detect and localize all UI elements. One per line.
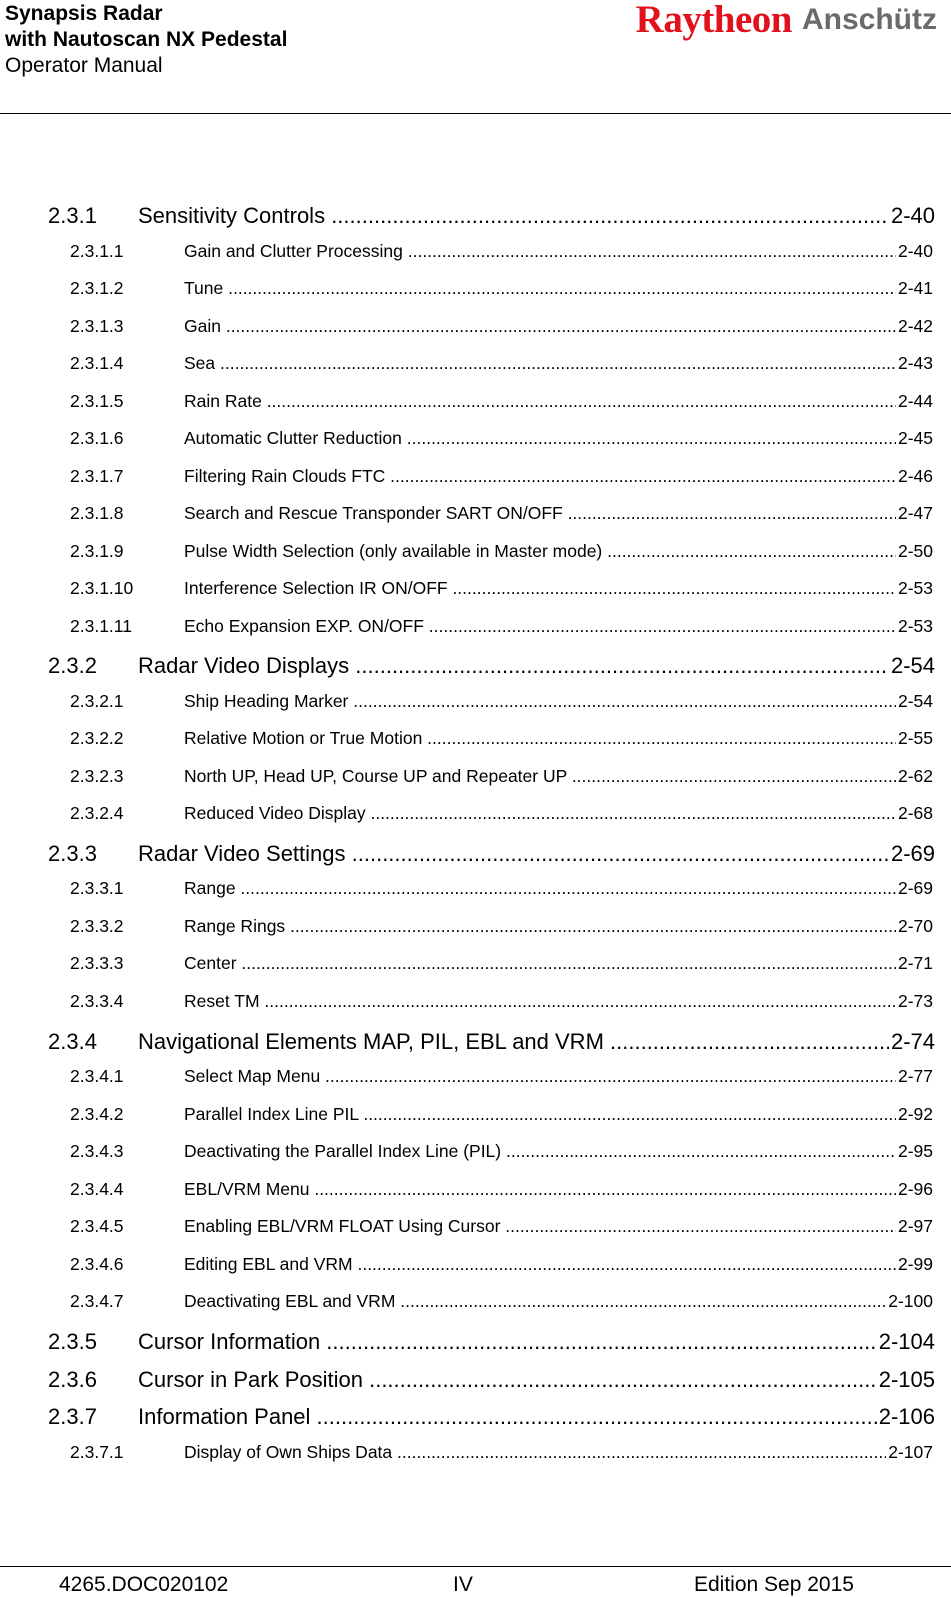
toc-entry-page: 2-105 <box>878 1367 935 1392</box>
toc-entry-number: 2.3.1.4 <box>70 353 124 373</box>
toc-entry-number: 2.3.4.2 <box>70 1104 124 1124</box>
toc-entry-title-text: Sea <box>184 353 216 373</box>
toc-subsection-entry[interactable] <box>70 766 933 787</box>
toc-entry-number: 2.3.4.3 <box>70 1141 124 1161</box>
toc-subsection-entry[interactable] <box>70 1216 933 1237</box>
toc-subsection-entry[interactable] <box>70 728 933 749</box>
toc-subsection-entry[interactable] <box>70 691 933 712</box>
toc-entry-page: 2-69 <box>897 878 933 898</box>
toc-entry-title-text: North UP, Head UP, Course UP and Repeater UP <box>184 766 567 786</box>
toc-entry-title-text: Rain Rate <box>184 391 262 411</box>
toc-subsection-entry[interactable] <box>70 241 933 262</box>
toc-entry-title-text: Automatic Clutter Reduction <box>184 428 402 448</box>
toc-entry-page: 2-54 <box>890 653 935 678</box>
toc-entry-page: 2-53 <box>897 616 933 636</box>
toc-entry-number: 2.3.5 <box>48 1329 97 1354</box>
toc-entry-title <box>184 1442 886 1463</box>
toc-entry-number: 2.3.7.1 <box>70 1442 124 1462</box>
toc-entry-number: 2.3.3.2 <box>70 916 124 936</box>
toc-entry-title <box>184 878 896 899</box>
toc-entry-page: 2-45 <box>897 428 933 448</box>
toc-entry-page: 2-69 <box>890 841 935 866</box>
toc-entry-title-text: Radar Video Settings <box>138 841 346 866</box>
toc-entry-title-text: Parallel Index Line PIL <box>184 1104 359 1124</box>
toc-entry-title <box>184 728 896 749</box>
document-title: Synapsis Radar <box>5 2 163 25</box>
toc-entry-title <box>138 841 889 867</box>
toc-section-entry[interactable] <box>48 841 935 867</box>
toc-entry-title <box>184 578 896 599</box>
toc-entry-number: 2.3.1.9 <box>70 541 124 561</box>
toc-subsection-entry[interactable] <box>70 1104 933 1125</box>
toc-entry-page: 2-40 <box>890 203 935 228</box>
toc-entry-number: 2.3.1.1 <box>70 241 124 261</box>
toc-entry-title <box>184 616 896 637</box>
toc-entry-title <box>184 1141 896 1162</box>
toc-entry-page: 2-73 <box>897 991 933 1011</box>
toc-subsection-entry[interactable] <box>70 1291 933 1312</box>
toc-section-entry[interactable] <box>48 1404 935 1430</box>
toc-entry-title-text: Relative Motion or True Motion <box>184 728 423 748</box>
toc-entry-title <box>184 1291 886 1312</box>
toc-entry-title <box>184 991 896 1012</box>
toc-subsection-entry[interactable] <box>70 1066 933 1087</box>
toc-subsection-entry[interactable] <box>70 316 933 337</box>
toc-entry-page: 2-106 <box>878 1404 935 1429</box>
toc-entry-number: 2.3.1.10 <box>70 578 134 598</box>
toc-entry-number: 2.3.1.6 <box>70 428 124 448</box>
toc-entry-title-text: Radar Video Displays <box>138 653 350 678</box>
toc-section-entry[interactable] <box>48 653 935 679</box>
toc-entry-title <box>184 1066 896 1087</box>
toc-entry-title <box>184 353 896 374</box>
toc-entry-title <box>184 541 896 562</box>
toc-subsection-entry[interactable] <box>70 391 933 412</box>
toc-entry-title <box>184 953 896 974</box>
toc-entry-title <box>184 466 896 487</box>
toc-subsection-entry[interactable] <box>70 991 933 1012</box>
toc-entry-title <box>184 916 896 937</box>
toc-entry-number: 2.3.4.5 <box>70 1216 124 1236</box>
toc-entry-title <box>184 1254 896 1275</box>
toc-subsection-entry[interactable] <box>70 1141 933 1162</box>
toc-entry-number: 2.3.3.1 <box>70 878 124 898</box>
toc-entry-title <box>138 1404 877 1430</box>
toc-entry-title <box>184 241 896 262</box>
toc-section-entry[interactable] <box>48 203 935 229</box>
toc-entry-number: 2.3.4.7 <box>70 1291 124 1311</box>
toc-subsection-entry[interactable] <box>70 916 933 937</box>
toc-entry-page: 2-50 <box>897 541 933 561</box>
toc-entry-title-text: EBL/VRM Menu <box>184 1179 310 1199</box>
toc-entry-page: 2-46 <box>897 466 933 486</box>
toc-entry-page: 2-104 <box>878 1329 935 1354</box>
toc-subsection-entry[interactable] <box>70 1254 933 1275</box>
toc-entry-page: 2-70 <box>897 916 933 936</box>
toc-entry-page: 2-54 <box>897 691 933 711</box>
toc-entry-number: 2.3.2 <box>48 653 97 678</box>
toc-entry-title-text: Editing EBL and VRM <box>184 1254 353 1274</box>
toc-entry-title <box>184 391 896 412</box>
toc-entry-page: 2-96 <box>897 1179 933 1199</box>
toc-entry-page: 2-62 <box>897 766 933 786</box>
header-divider <box>0 113 951 114</box>
toc-entry-number: 2.3.2.1 <box>70 691 124 711</box>
toc-entry-title <box>138 1029 889 1055</box>
toc-subsection-entry[interactable] <box>70 803 933 824</box>
toc-subsection-entry[interactable] <box>70 878 933 899</box>
toc-entry-title-text: Range Rings <box>184 916 286 936</box>
toc-entry-title-text: Deactivating EBL and VRM <box>184 1291 396 1311</box>
toc-section-entry[interactable] <box>48 1029 935 1055</box>
toc-entry-title <box>184 278 896 299</box>
toc-entry-number: 2.3.3.3 <box>70 953 124 973</box>
toc-entry-page: 2-95 <box>897 1141 933 1161</box>
toc-entry-number: 2.3.2.4 <box>70 803 124 823</box>
toc-entry-page: 2-107 <box>888 1442 933 1462</box>
toc-subsection-entry[interactable] <box>70 541 933 562</box>
toc-subsection-entry[interactable] <box>70 503 933 524</box>
toc-entry-title-text: Gain <box>184 316 221 336</box>
toc-entry-title <box>184 691 896 712</box>
document-type: Operator Manual <box>5 54 163 77</box>
toc-entry-title-text: Cursor Information <box>138 1329 321 1354</box>
toc-subsection-entry[interactable] <box>70 578 933 599</box>
footer-doc-number: 4265.DOC020102 <box>59 1573 229 1596</box>
toc-entry-title-text: Pulse Width Selection (only available in Master mode) <box>184 541 603 561</box>
toc-entry-title-text: Navigational Elements MAP, PIL, EBL and VRM <box>138 1029 604 1054</box>
toc-entry-title <box>138 203 889 229</box>
toc-entry-title <box>184 1216 896 1237</box>
toc-entry-title <box>184 316 896 337</box>
toc-entry-number: 2.3.4.1 <box>70 1066 124 1086</box>
toc-entry-number: 2.3.2.3 <box>70 766 124 786</box>
document-subtitle: with Nautoscan NX Pedestal <box>5 28 288 51</box>
toc-entry-number: 2.3.4.6 <box>70 1254 124 1274</box>
toc-entry-title-text: Range <box>184 878 236 898</box>
toc-subsection-entry[interactable] <box>70 428 933 449</box>
footer-divider <box>0 1566 951 1567</box>
toc-entry-title-text: Echo Expansion EXP. ON/OFF <box>184 616 424 636</box>
toc-entry-title-text: Filtering Rain Clouds FTC <box>184 466 386 486</box>
toc-entry-page: 2-71 <box>897 953 933 973</box>
toc-subsection-entry[interactable] <box>70 466 933 487</box>
toc-entry-title <box>138 653 889 679</box>
toc-entry-title <box>184 503 896 524</box>
toc-subsection-entry[interactable] <box>70 953 933 974</box>
toc-entry-title <box>138 1329 877 1355</box>
toc-entry-page: 2-40 <box>897 241 933 261</box>
toc-entry-number: 2.3.1.3 <box>70 316 124 336</box>
toc-entry-title <box>184 766 896 787</box>
toc-entry-number: 2.3.1.2 <box>70 278 124 298</box>
toc-entry-number: 2.3.1.7 <box>70 466 124 486</box>
toc-entry-title <box>184 428 896 449</box>
toc-entry-title-text: Display of Own Ships Data <box>184 1442 393 1462</box>
toc-subsection-entry[interactable] <box>70 278 933 299</box>
toc-entry-page: 2-74 <box>890 1029 935 1054</box>
toc-entry-number: 2.3.7 <box>48 1404 97 1429</box>
toc-entry-title-text: Reduced Video Display <box>184 803 366 823</box>
toc-section-entry[interactable] <box>48 1367 935 1393</box>
toc-entry-page: 2-68 <box>897 803 933 823</box>
toc-entry-page: 2-53 <box>897 578 933 598</box>
raytheon-anschuetz-logo <box>636 0 937 40</box>
toc-entry-title-text: Information Panel <box>138 1404 311 1429</box>
toc-entry-page: 2-97 <box>897 1216 933 1236</box>
toc-entry-title-text: Tune <box>184 278 224 298</box>
toc-subsection-entry[interactable] <box>70 616 933 637</box>
logo-brand: Raytheon <box>635 0 792 41</box>
toc-entry-page: 2-55 <box>897 728 933 748</box>
toc-entry-number: 2.3.6 <box>48 1367 97 1392</box>
toc-subsection-entry[interactable] <box>70 353 933 374</box>
toc-entry-number: 2.3.3 <box>48 841 97 866</box>
toc-entry-title-text: Select Map Menu <box>184 1066 321 1086</box>
toc-entry-title <box>184 1104 896 1125</box>
toc-section-entry[interactable] <box>48 1329 935 1355</box>
toc-entry-title <box>184 1179 896 1200</box>
toc-entry-title-text: Search and Rescue Transponder SART ON/OFF <box>184 503 563 523</box>
footer-page-number: IV <box>453 1573 473 1596</box>
toc-entry-page: 2-47 <box>897 503 933 523</box>
footer-edition: Edition Sep 2015 <box>694 1573 854 1596</box>
toc-entry-title-text: Ship Heading Marker <box>184 691 349 711</box>
toc-entry-title-text: Enabling EBL/VRM FLOAT Using Cursor <box>184 1216 501 1236</box>
toc-entry-title-text: Interference Selection IR ON/OFF <box>184 578 448 598</box>
document-title-block <box>5 1 287 79</box>
toc-entry-title-text: Gain and Clutter Processing <box>184 241 403 261</box>
logo-sub: Anschütz <box>802 3 937 36</box>
toc-entry-number: 2.3.3.4 <box>70 991 124 1011</box>
toc-entry-title-text: Center <box>184 953 237 973</box>
toc-entry-title-text: Cursor in Park Position <box>138 1367 363 1392</box>
toc-entry-number: 2.3.2.2 <box>70 728 124 748</box>
toc-entry-number: 2.3.1.5 <box>70 391 124 411</box>
toc-entry-title-text: Sensitivity Controls <box>138 203 326 228</box>
toc-entry-page: 2-41 <box>897 278 933 298</box>
toc-entry-title <box>138 1367 877 1393</box>
toc-entry-number: 2.3.4.4 <box>70 1179 124 1199</box>
toc-entry-page: 2-100 <box>888 1291 933 1311</box>
toc-entry-page: 2-99 <box>897 1254 933 1274</box>
page-header <box>5 0 945 115</box>
toc-entry-number: 2.3.1 <box>48 203 97 228</box>
toc-entry-page: 2-43 <box>897 353 933 373</box>
toc-entry-page: 2-92 <box>897 1104 933 1124</box>
toc-entry-page: 2-44 <box>897 391 933 411</box>
toc-entry-title-text: Reset TM <box>184 991 260 1011</box>
toc-entry-number: 2.3.4 <box>48 1029 97 1054</box>
toc-entry-title-text: Deactivating the Parallel Index Line (PIL) <box>184 1141 502 1161</box>
toc-entry-number: 2.3.1.8 <box>70 503 124 523</box>
toc-entry-number: 2.3.1.11 <box>70 616 132 636</box>
toc-entry-page: 2-77 <box>897 1066 933 1086</box>
toc-entry-title <box>184 803 896 824</box>
toc-entry-page: 2-42 <box>897 316 933 336</box>
toc-subsection-entry[interactable] <box>70 1179 933 1200</box>
toc-subsection-entry[interactable] <box>70 1442 933 1463</box>
